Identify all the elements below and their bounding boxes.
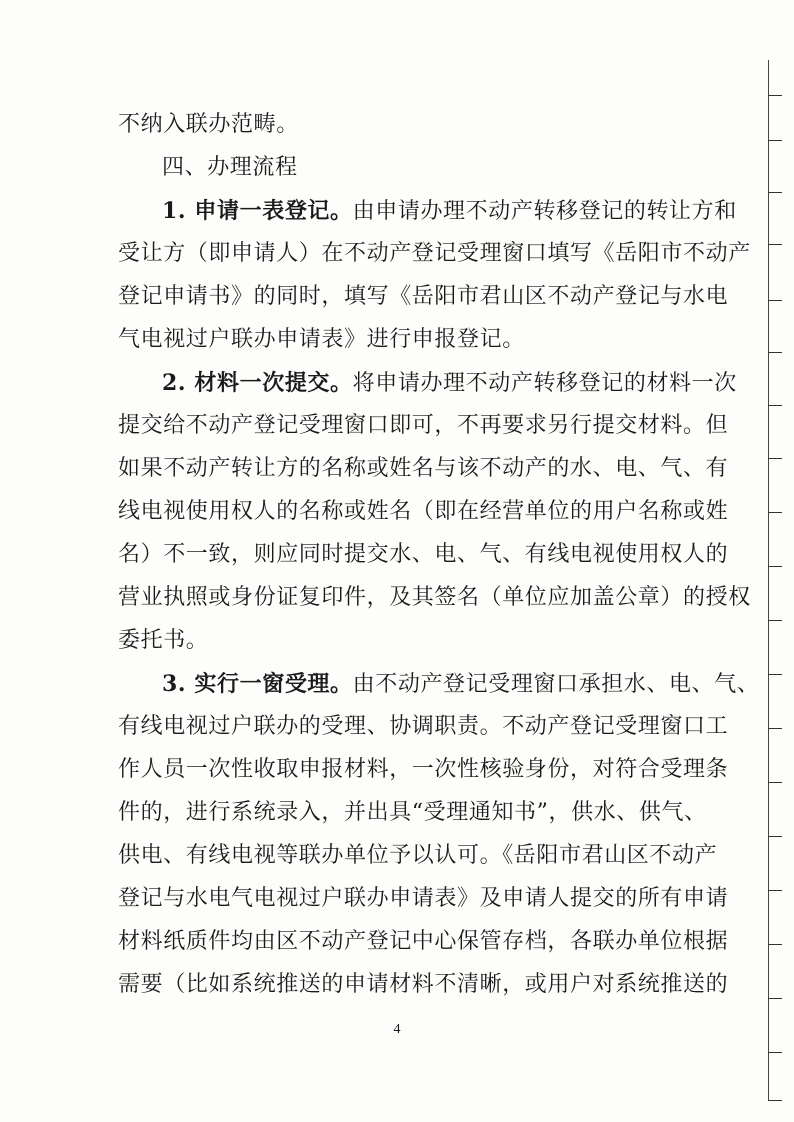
body-line: 供电、有线电视等联办单位予以认可。《岳阳市君山区不动产 bbox=[118, 843, 718, 868]
item-2-heading: 2. 材料一次提交。 bbox=[162, 370, 353, 396]
scan-edge-tick bbox=[768, 405, 782, 406]
page-number: 4 bbox=[393, 1022, 401, 1037]
body-line: 如果不动产转让方的名称或姓名与该不动产的水、电、气、有 bbox=[118, 456, 729, 481]
scan-edge-tick bbox=[768, 728, 782, 729]
scan-edge-tick bbox=[768, 512, 782, 513]
scan-edge-tick bbox=[768, 458, 782, 459]
scan-edge-tick bbox=[768, 890, 782, 891]
body-line: 需要（比如系统推送的申请材料不清晰，或用户对系统推送的 bbox=[118, 972, 729, 997]
body-line: 登记与水电气电视过户联办申请表》及申请人提交的所有申请 bbox=[118, 886, 729, 911]
body-line: 线电视使用权人的名称或姓名（即在经营单位的用户名称或姓 bbox=[118, 499, 729, 524]
body-line: 气电视过户联办申请表》进行申报登记。 bbox=[118, 327, 525, 352]
body-line: 受让方（即申请人）在不动产登记受理窗口填写《岳阳市不动产 bbox=[118, 241, 751, 266]
body-line: 不纳入联办范畴。 bbox=[118, 112, 299, 137]
body-line: 作人员一次性收取申报材料，一次性核验身份，对符合受理条 bbox=[118, 757, 729, 782]
scan-edge-tick bbox=[768, 1100, 782, 1101]
body-line: 名）不一致，则应同时提交水、电、气、有线电视使用权人的 bbox=[118, 542, 729, 567]
body-line: 登记申请书》的同时，填写《岳阳市君山区不动产登记与水电 bbox=[118, 284, 729, 309]
scan-edge-tick bbox=[768, 300, 782, 301]
scan-edge-tick bbox=[768, 944, 782, 945]
body-line: 提交给不动产登记受理窗口即可，不再要求另行提交材料。但 bbox=[118, 413, 729, 438]
scan-edge-tick bbox=[768, 620, 782, 621]
scan-edge-tick bbox=[768, 836, 782, 837]
scan-edge-tick bbox=[768, 566, 782, 567]
scan-edge-tick bbox=[768, 674, 782, 675]
scan-edge-tick bbox=[768, 998, 782, 999]
item-3-first-line: 3. 实行一窗受理。由不动产登记受理窗口承担水、电、气、 bbox=[162, 671, 760, 697]
body-line: 件的，进行系统录入，并出具“受理通知书”，供水、供气、 bbox=[118, 800, 707, 825]
item-3-heading: 3. 实行一窗受理。 bbox=[162, 671, 353, 697]
body-line: 材料纸质件均由区不动产登记中心保管存档，各联办单位根据 bbox=[118, 929, 729, 954]
scan-edge-tick bbox=[768, 244, 782, 245]
body-line: 委托书。 bbox=[118, 628, 209, 653]
scan-edge-tick bbox=[768, 140, 782, 141]
scan-edge-tick bbox=[768, 192, 782, 193]
scan-edge-tick bbox=[768, 352, 782, 353]
scan-edge-tick bbox=[768, 1052, 782, 1053]
section-heading: 四、办理流程 bbox=[162, 155, 298, 180]
body-line: 有线电视过户联办的受理、协调职责。不动产登记受理窗口工 bbox=[118, 714, 729, 739]
body-line: 营业执照或身份证复印件，及其签名（单位应加盖公章）的授权 bbox=[118, 585, 751, 610]
scan-edge-tick bbox=[768, 95, 782, 96]
scan-edge-marks bbox=[754, 0, 794, 1122]
scan-edge-tick bbox=[768, 782, 782, 783]
item-2-first-line: 2. 材料一次提交。将申请办理不动产转移登记的材料一次 bbox=[162, 370, 737, 396]
item-1-first-line: 1. 申请一表登记。由申请办理不动产转移登记的转让方和 bbox=[162, 198, 737, 224]
item-1-heading: 1. 申请一表登记。 bbox=[162, 198, 353, 224]
